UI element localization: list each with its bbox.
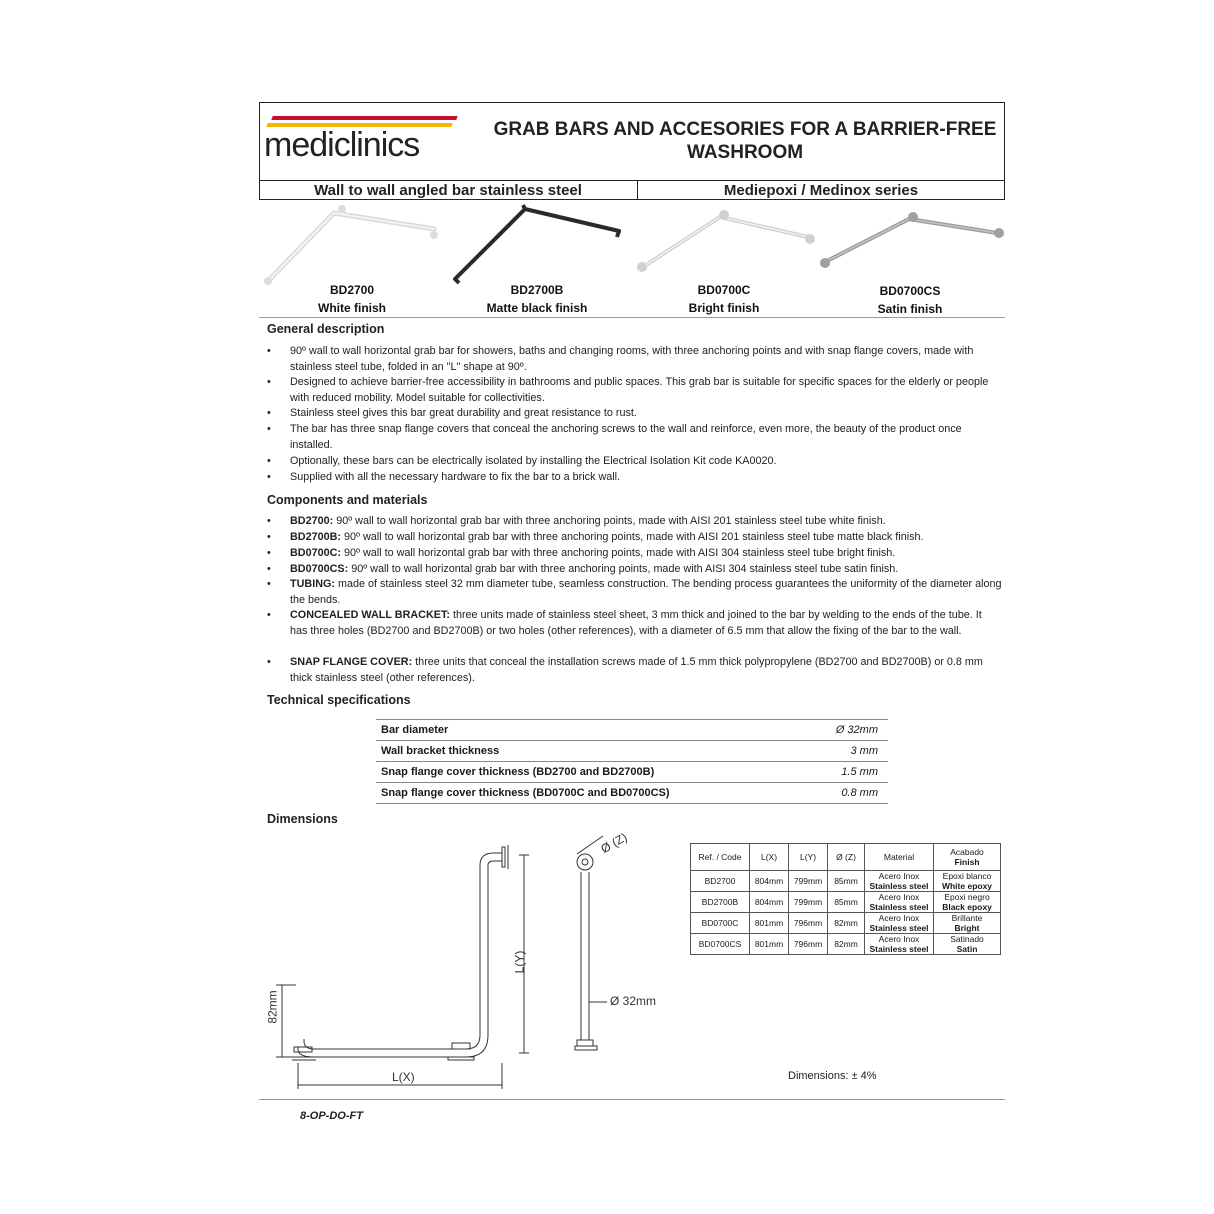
product-finish-3: Bright finish <box>688 301 760 315</box>
dimension-label-32mm: Ø 32mm <box>610 994 657 1008</box>
logo-stripe-red <box>271 116 457 120</box>
table-row: Ref. / Code L(X) L(Y) Ø (Z) Material Acabado Finish <box>691 844 1001 871</box>
list-item: • Supplied with all the necessary hardware to fix the bar to a brick wall. <box>267 471 621 483</box>
subhead-left: Wall to wall angled bar stainless steel <box>314 182 582 199</box>
table-row: Bar diameter Ø 32mm <box>376 720 888 741</box>
spec-table <box>376 719 888 804</box>
product-image-bd2700 <box>262 203 442 285</box>
dimension-label-82mm: 82mm <box>265 990 280 1024</box>
table-row: Snap flange cover thickness (BD2700 and BD2700B) 1.5 mm <box>376 762 888 783</box>
logo-wordmark: mediclinics <box>264 126 420 164</box>
product-image-bd2700b <box>447 203 627 285</box>
product-image-bd0700cs <box>817 203 1005 285</box>
list-item: • The bar has three snap flange covers that conceal the anchoring screws to the wall and reinforce, even more, the beauty of the product once installed. <box>267 423 962 451</box>
product-divider <box>259 317 1005 318</box>
document-code: 8-OP-DO-FT <box>300 1110 363 1122</box>
product-finish-4: Satin finish <box>877 302 943 316</box>
dimensions-title: Dimensions <box>267 812 338 826</box>
dimension-drawing-front <box>262 835 542 1090</box>
dimension-label-ly: L(Y) <box>512 950 527 974</box>
product-code-2: BD2700B <box>510 283 564 297</box>
list-item: • 90º wall to wall horizontal grab bar for showers, baths and changing rooms, with three anchoring points and with snap flange covers, made with stainless steel tube, folded in an "L" shape at 90º. <box>267 345 974 373</box>
table-row: Snap flange cover thickness (BD0700C and BD0700CS) 0.8 mm <box>376 783 888 804</box>
product-finish-2: Matte black finish <box>486 301 588 315</box>
list-item: • Optionally, these bars can be electrically isolated by installing the Electrical Isolation Kit code KA0020. <box>267 455 777 467</box>
dimension-label-z: Ø (Z) <box>598 829 630 857</box>
product-code-1: BD2700 <box>329 283 375 297</box>
dimension-drawing-side <box>565 829 645 1062</box>
header-divider <box>259 180 1005 181</box>
table-row: Wall bracket thickness 3 mm <box>376 741 888 762</box>
dimensions-tolerance-note: Dimensions: ± 4% <box>788 1070 877 1082</box>
general-description-title: General description <box>267 322 385 336</box>
footer-divider <box>259 1099 1005 1100</box>
table-row: BD2700B 804mm 799mm 85mm Acero Inox Stainless steel Epoxi negro Black epoxy <box>691 892 1001 913</box>
dimensions-table <box>690 843 1001 955</box>
components-title: Components and materials <box>267 493 428 507</box>
product-code-4: BD0700CS <box>879 284 941 298</box>
product-image-bd0700c <box>632 203 816 285</box>
subhead-right: Mediepoxi / Medinox series <box>723 182 919 199</box>
document-title: GRAB BARS AND ACCESORIES FOR A BARRIER-FREE WASHROOM <box>493 119 997 163</box>
product-finish-1: White finish <box>318 301 386 315</box>
product-code-3: BD0700C <box>697 283 751 297</box>
list-item: • Designed to achieve barrier-free accessibility in bathrooms and public spaces. This grab bar is suitable for specific spaces for the elderly or people with reduced mobility. Model suitable for collectivities. <box>267 376 989 404</box>
technical-specs-title: Technical specifications <box>267 693 411 707</box>
dimension-label-lx: L(X) <box>392 1070 415 1084</box>
list-item: • Stainless steel gives this bar great durability and great resistance to rust. <box>267 407 637 419</box>
table-row: BD2700 804mm 799mm 85mm Acero Inox Stainless steel Epoxi blanco White epoxy <box>691 871 1001 892</box>
table-row: BD0700C 801mm 796mm 82mm Acero Inox Stainless steel Brillante Bright <box>691 913 1001 934</box>
table-row: BD0700CS 801mm 796mm 82mm Acero Inox Stainless steel Satinado Satin <box>691 934 1001 955</box>
